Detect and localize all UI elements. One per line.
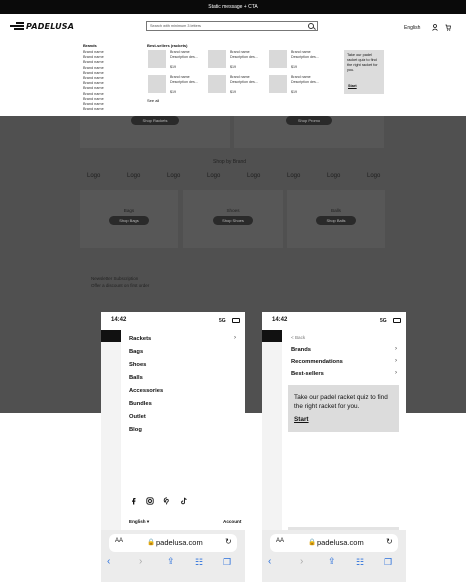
product-price: $19 — [291, 90, 297, 94]
category-title: Balls — [331, 208, 341, 213]
category-shop-button[interactable]: Shop Bags — [109, 216, 149, 225]
newsletter-subtitle: Offer a discount on first order — [91, 283, 150, 288]
product-price: $19 — [230, 65, 236, 69]
category-shop-button[interactable]: Shop Shoes — [213, 216, 253, 225]
logo-text: PADELUSA — [26, 21, 75, 31]
brand-menu-item[interactable]: Brand name — [83, 60, 104, 65]
quiz-text: Take our padel racket quiz to find the right racket for you. — [347, 53, 378, 72]
shop-rackets-button[interactable]: Shop Rackets — [131, 116, 179, 125]
product-thumbnail[interactable] — [208, 75, 226, 93]
product-description: Description des... — [291, 55, 319, 59]
facebook-icon[interactable] — [130, 497, 138, 505]
product-name[interactable]: Brand name — [170, 75, 190, 79]
page-bar — [262, 330, 282, 342]
brand-logo[interactable]: Logo — [127, 173, 141, 179]
product-name[interactable]: Brand name — [291, 50, 311, 54]
product-price: $19 — [170, 65, 176, 69]
status-time: 14:42 — [111, 317, 127, 323]
page-bar — [101, 330, 121, 342]
mobile-menu-item[interactable]: Accessories — [129, 388, 164, 394]
pinterest-icon[interactable] — [163, 497, 171, 505]
forward-icon[interactable]: › — [300, 556, 304, 567]
search-icon[interactable] — [308, 23, 314, 29]
brand-logo[interactable]: Logo — [287, 173, 301, 179]
status-bar — [101, 312, 245, 330]
brand-menu-item[interactable]: Brand name — [83, 86, 104, 91]
brand-menu-item[interactable]: Brand name — [83, 70, 104, 75]
mobile-menu-item[interactable]: Blog — [129, 427, 142, 433]
search-input[interactable] — [146, 21, 318, 31]
chevron-right-icon: › — [395, 358, 397, 364]
product-thumbnail[interactable] — [208, 50, 226, 68]
product-price: $19 — [230, 90, 236, 94]
see-all-link[interactable]: See all — [147, 98, 160, 103]
back-link[interactable]: < Back — [291, 335, 306, 340]
reload-icon[interactable]: ↻ — [386, 537, 393, 546]
product-price: $19 — [291, 65, 297, 69]
brand-menu-item[interactable]: Brand name — [83, 55, 104, 60]
chevron-right-icon: › — [395, 370, 397, 376]
status-bar — [262, 312, 406, 330]
share-icon[interactable]: ⇪ — [167, 556, 175, 566]
product-description: Description des... — [291, 80, 319, 84]
lock-icon: 🔒 — [308, 539, 317, 546]
brand-menu-item[interactable]: Brand name — [83, 65, 104, 70]
reader-aa-button[interactable]: AA — [115, 538, 124, 544]
url-bar[interactable] — [109, 534, 237, 552]
product-thumbnail[interactable] — [148, 75, 166, 93]
quiz-start-link[interactable]: Start — [294, 416, 309, 423]
submenu-item[interactable]: Best-sellers — [291, 371, 324, 377]
mobile-menu-item[interactable]: Bundles — [129, 401, 152, 407]
url-text: padelusa.com — [156, 538, 203, 547]
url-text: padelusa.com — [317, 538, 364, 547]
language-selector[interactable]: English — [404, 25, 421, 31]
mobile-menu-item[interactable]: Rackets — [129, 336, 152, 342]
quiz-card-mobile[interactable] — [288, 385, 399, 432]
category-title: Shoes — [226, 208, 240, 213]
phone-submenu — [262, 312, 406, 582]
product-description: Description des... — [170, 80, 198, 84]
user-icon[interactable] — [432, 24, 438, 31]
reload-icon[interactable]: ↻ — [225, 537, 232, 546]
tiktok-icon[interactable] — [180, 497, 188, 505]
product-name[interactable]: Brand name — [291, 75, 311, 79]
cart-icon[interactable] — [445, 24, 451, 31]
shop-by-brand-title: Shop by Brand — [213, 159, 247, 165]
brand-menu-item[interactable]: Brand name — [83, 91, 104, 96]
brand-logo[interactable]: Logo — [327, 173, 341, 179]
quiz-text: Take our padel racket quiz to find the right racket for you. — [294, 394, 388, 410]
phone-main-menu — [101, 312, 245, 582]
browser-toolbar — [262, 530, 406, 582]
battery-icon — [393, 318, 401, 323]
url-bar[interactable] — [270, 534, 398, 552]
newsletter-title: Newsletter Subscription — [91, 276, 139, 281]
brand-menu-item[interactable]: Brand name — [83, 76, 104, 80]
product-description: Description des... — [230, 80, 258, 84]
bookmarks-icon[interactable]: ☷ — [356, 557, 365, 567]
announcement-text: Static message + CTA — [208, 4, 258, 10]
brand-logo[interactable]: Logo — [207, 173, 221, 179]
mobile-menu-item[interactable]: Balls — [129, 375, 143, 381]
brand-menu-item[interactable]: Brand name — [83, 102, 104, 106]
mobile-menu-item[interactable]: Outlet — [129, 414, 146, 420]
brands-title: Brands — [83, 43, 97, 48]
battery-icon — [232, 318, 240, 323]
brand-logo[interactable]: Logo — [167, 173, 181, 179]
share-icon[interactable]: ⇪ — [328, 556, 336, 566]
browser-toolbar — [101, 530, 245, 582]
brand-menu-item[interactable]: Brand name — [83, 81, 104, 86]
product-thumbnail[interactable] — [269, 50, 287, 68]
mobile-menu-item[interactable]: Bags — [129, 349, 144, 355]
product-description: Description des... — [170, 55, 198, 59]
language-selector-mobile[interactable]: English ▾ — [129, 519, 150, 524]
brand-menu-item[interactable]: Brand name — [83, 107, 104, 112]
status-signal: 5G — [219, 318, 226, 324]
quiz-start-link[interactable]: Start — [348, 84, 357, 88]
instagram-icon[interactable] — [146, 497, 154, 505]
account-link[interactable]: Account — [223, 519, 242, 524]
bookmarks-icon[interactable]: ☷ — [195, 557, 204, 567]
brand-logo[interactable]: Logo — [87, 173, 101, 179]
logo[interactable] — [8, 20, 74, 32]
product-name[interactable]: Brand name — [230, 50, 250, 54]
product-description: Description des... — [230, 55, 258, 59]
brand-logo[interactable]: Logo — [247, 173, 261, 179]
chevron-right-icon: › — [395, 346, 397, 352]
bestsellers-title: Best-sellers (rackets) — [147, 43, 188, 48]
brand-logo[interactable]: Logo — [367, 173, 381, 179]
back-icon[interactable]: ‹ — [107, 556, 111, 567]
category-title: Bags — [123, 208, 135, 213]
status-signal: 5G — [380, 318, 387, 324]
tabs-icon[interactable]: ❐ — [384, 557, 393, 567]
search-placeholder: Search with minimum 3 letters — [150, 24, 201, 28]
lock-icon: 🔒 — [147, 539, 156, 546]
brand-menu-item[interactable]: Brand name — [83, 96, 104, 101]
back-icon[interactable]: ‹ — [268, 556, 272, 567]
forward-icon[interactable]: › — [139, 556, 143, 567]
product-thumbnail[interactable] — [148, 50, 166, 68]
chevron-right-icon: › — [234, 335, 236, 341]
shop-promo-button[interactable]: Shop Promo — [286, 116, 332, 125]
category-shop-button[interactable]: Shop Balls — [316, 216, 356, 225]
product-price: $19 — [170, 90, 176, 94]
status-time: 14:42 — [272, 317, 288, 323]
product-thumbnail[interactable] — [269, 75, 287, 93]
product-name[interactable]: Brand name — [230, 75, 250, 79]
product-name[interactable]: Brand name — [170, 50, 190, 54]
mobile-menu-item[interactable]: Shoes — [129, 362, 147, 368]
tabs-icon[interactable]: ❐ — [223, 557, 232, 567]
reader-aa-button[interactable]: AA — [276, 538, 285, 544]
quiz-card[interactable] — [344, 50, 384, 94]
logo-speed-lines-icon — [8, 21, 24, 31]
submenu-item[interactable]: Recommendations — [291, 359, 343, 365]
brand-menu-item[interactable]: Brand name — [83, 50, 104, 54]
announcement-bar[interactable] — [0, 0, 466, 14]
submenu-item[interactable]: Brands — [291, 347, 311, 353]
